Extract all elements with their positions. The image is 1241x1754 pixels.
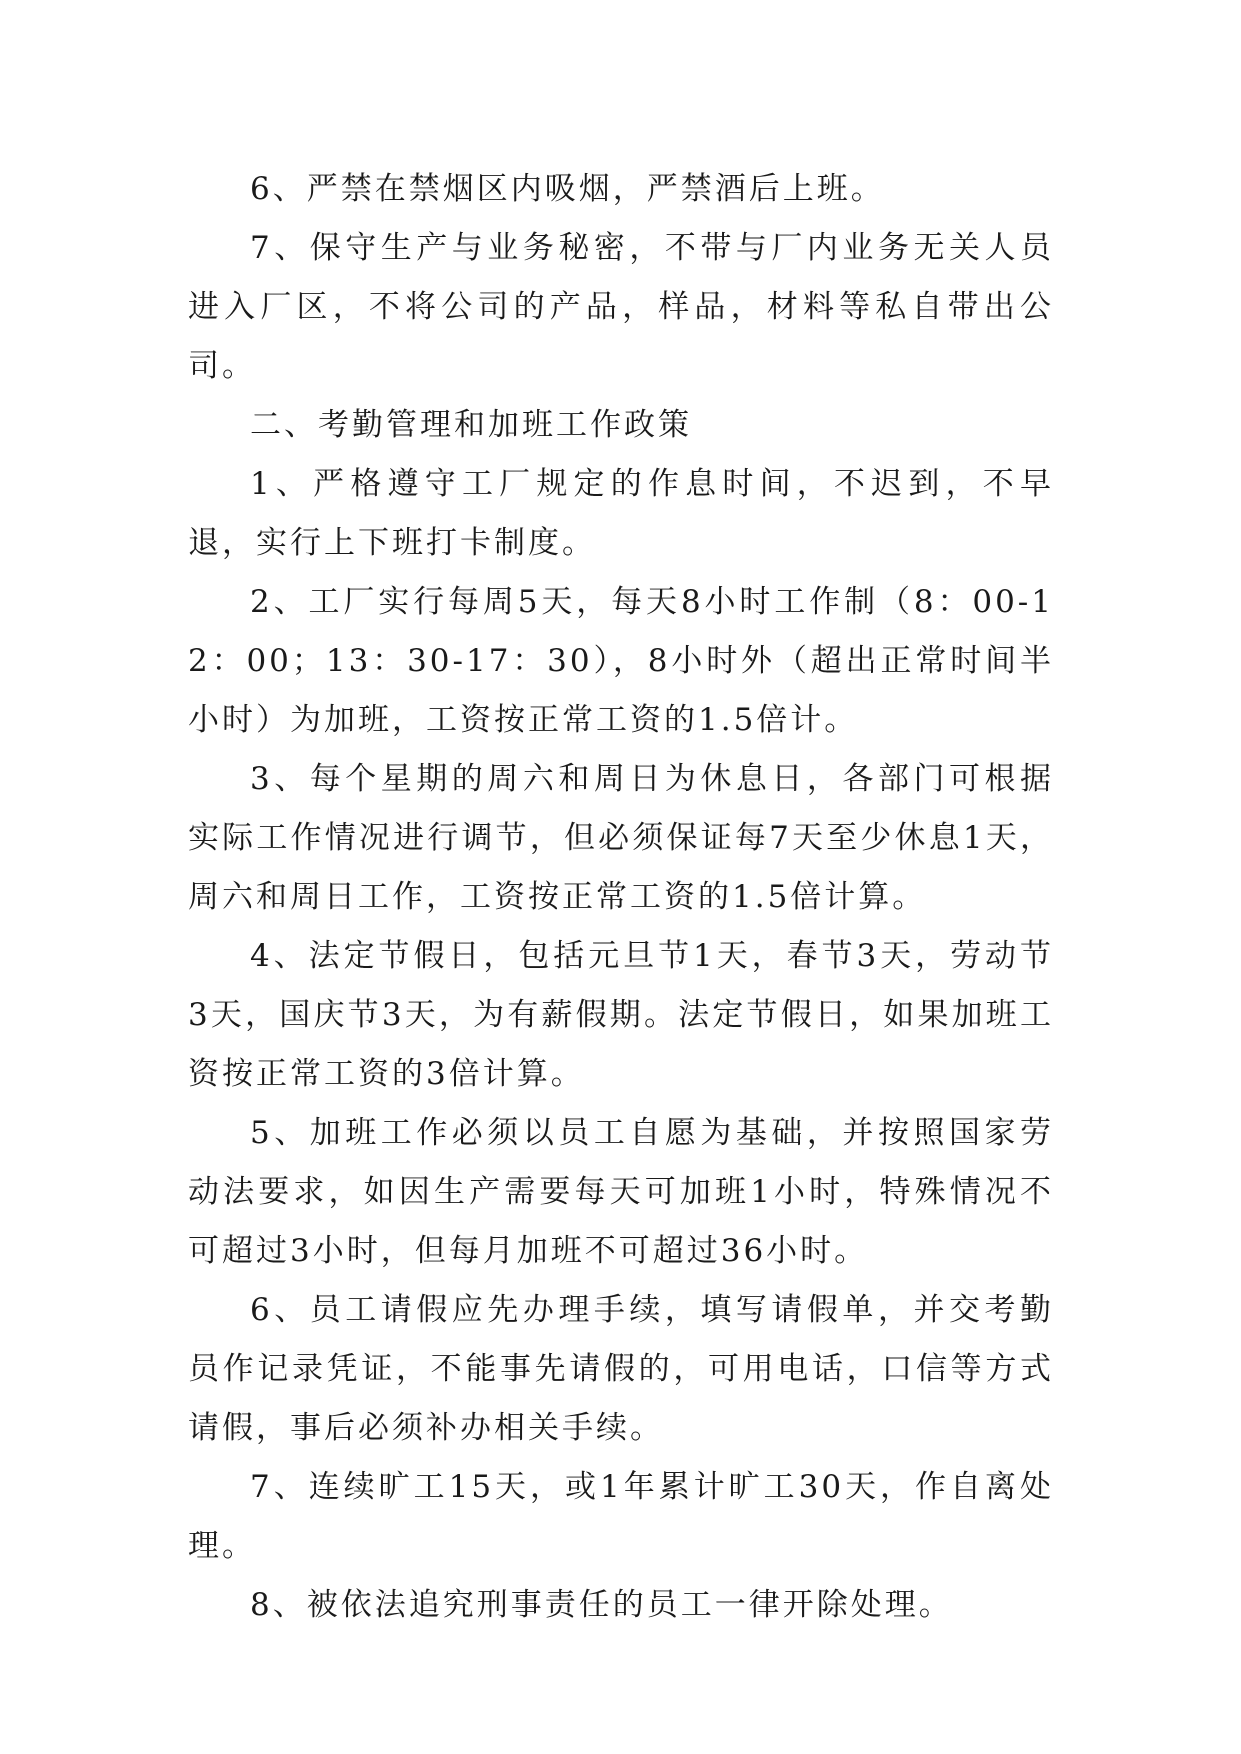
- paragraph-rule-7-secrets: 7、保守生产与业务秘密，不带与厂内业务无关人员进入厂区，不将公司的产品，样品，材料等私自带出公司。: [188, 230, 1054, 384]
- paragraph-attendance-6: 6、员工请假应先办理手续，填写请假单，并交考勤员作记录凭证，不能事先请假的，可用电话，口信等方式请假，事后必须补办相关手续。: [188, 1292, 1054, 1446]
- paragraph-attendance-4: 4、法定节假日，包括元旦节1天，春节3天，劳动节3天，国庆节3天，为有薪假期。法定节假日，如果加班工资按正常工资的3倍计算。: [188, 938, 1054, 1092]
- paragraph-attendance-2: 2、工厂实行每周5天，每天8小时工作制（8：00-12：00；13：30-17：30），8小时外（超出正常时间半小时）为加班，工资按正常工资的1.5倍计。: [188, 584, 1054, 738]
- document-body: [188, 160, 1054, 1635]
- paragraph-attendance-8: 8、被依法追究刑事责任的员工一律开除处理。: [250, 1587, 953, 1623]
- paragraph-attendance-1: 1、严格遵守工厂规定的作息时间，不迟到，不早退，实行上下班打卡制度。: [188, 466, 1054, 561]
- paragraph-attendance-5: 5、加班工作必须以员工自愿为基础，并按照国家劳动法要求，如因生产需要每天可加班1小时，特殊情况不可超过3小时，但每月加班不可超过36小时。: [188, 1115, 1054, 1269]
- section-heading-attendance: 二、考勤管理和加班工作政策: [250, 407, 692, 443]
- paragraph-rule-6-smoking: 6、严禁在禁烟区内吸烟，严禁酒后上班。: [250, 171, 885, 207]
- paragraph-attendance-7: 7、连续旷工15天，或1年累计旷工30天，作自离处理。: [188, 1469, 1054, 1564]
- paragraph-attendance-3: 3、每个星期的周六和周日为休息日，各部门可根据实际工作情况进行调节，但必须保证每7天至少休息1天，周六和周日工作，工资按正常工资的1.5倍计算。: [188, 761, 1054, 915]
